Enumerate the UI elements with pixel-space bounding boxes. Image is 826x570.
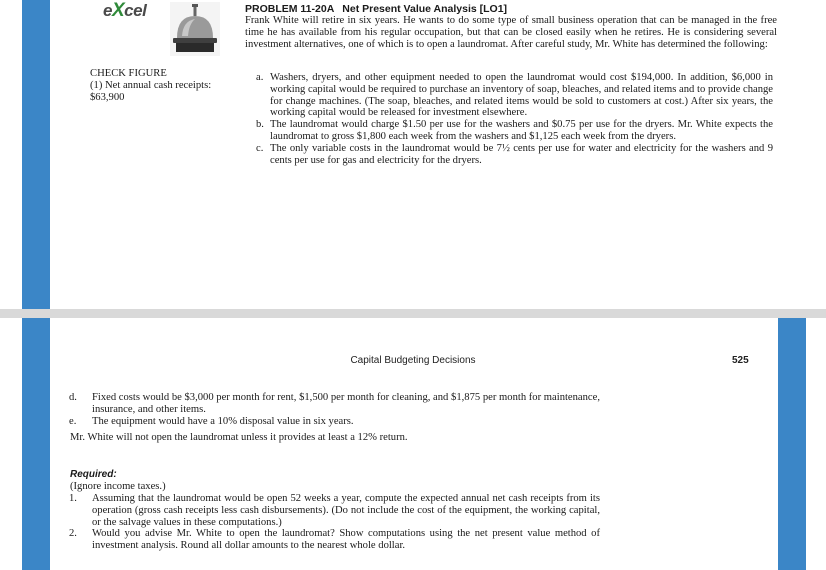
required-note: (Ignore income taxes.) (70, 481, 166, 492)
list-item: 2. Would you advise Mr. White to open the laundromat? Show computations using the net present value method of investment analysis. Round all dollar amounts to the nearest whole dollar. (69, 528, 600, 552)
page-number: 525 (732, 355, 749, 366)
problem-intro: Frank White will retire in six years. He wants to do some type of small business operation that can be managed in the free time he has available from his regular occupation, but that can be closed easily when he retires. He is considering several investment alternatives, one of which is to open a laundromat. After careful study, Mr. White has determined the following: (245, 15, 777, 50)
service-bell-icon (170, 2, 220, 56)
check-figure-sidebar (90, 68, 220, 103)
list-item: c. The only variable costs in the laundromat would be 7½ cents per use for water and electricity for the washers and 9 cents per use for gas and electricity for the dryers. (256, 142, 773, 166)
problem-heading (245, 3, 507, 15)
list-item: 1. Assuming that the laundromat would be open 52 weeks a year, compute the expected annual net cash receipts from its operation (gross cash receipts less cash disbursements). (Do not include the cost of the equipment, the working capital, or the salvage values in these computations.) (69, 493, 600, 528)
conclusion-text: Mr. White will not open the laundromat unless it provides at least a 12% return. (70, 432, 408, 443)
list-item: e. The equipment would have a 10% disposal value in six years. (69, 415, 354, 427)
list-item: b. The laundromat would charge $1.50 per use for the washers and $0.75 per use for the dryers. Mr. White expects the laundromat to gross $1,800 each week from the washers and $1,125 each week from the dryers. (256, 119, 773, 142)
problem-facts-list-continued (70, 392, 600, 427)
running-head: Capital Budgeting Decisions (350, 355, 476, 366)
margin-accent-bar (22, 0, 50, 309)
list-item: d. Fixed costs would be $3,000 per month for rent, $1,500 per month for cleaning, and $1,875 per month for maintenance, insurance, and other items. (69, 392, 600, 415)
problem-title: Net Present Value Analysis [LO1] (342, 3, 508, 15)
required-list (70, 493, 600, 552)
required-heading: Required: (70, 469, 117, 480)
excel-logo: eXcel (103, 0, 147, 21)
textbook-page-bottom (0, 318, 826, 570)
check-figure-detail: (1) Net annual cash receipts: $63,900 (90, 79, 212, 103)
problem-facts-list (257, 72, 773, 166)
list-item: a. Washers, dryers, and other equipment needed to open the laundromat would cost $194,000. In addition, $6,000 in working capital would be required to purchase an inventory of soap, bleaches, and related items and to provide change for change machines. (The soap, bleaches, and related items would be sold to customers at cost.) After six years, the working capital would be released for investment elsewhere. (256, 72, 773, 119)
problem-number: PROBLEM 11-20A (245, 3, 335, 15)
check-figure-title: CHECK FIGURE (90, 68, 167, 79)
